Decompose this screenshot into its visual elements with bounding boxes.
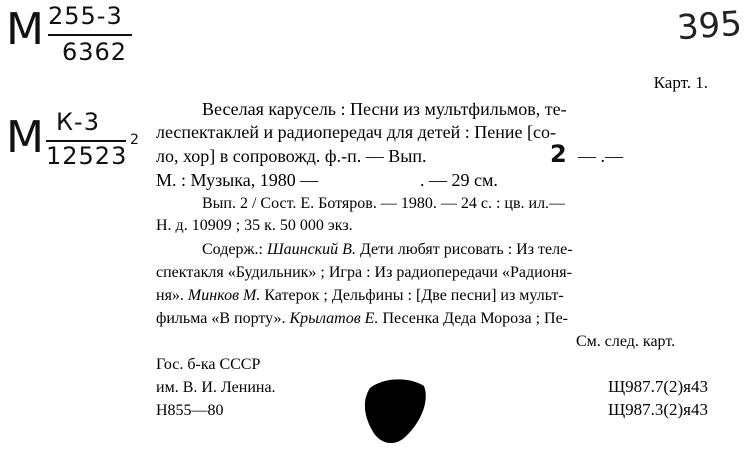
ink-blot	[360, 376, 430, 448]
volume-2-line-1: Вып. 2 / Сост. Е. Ботяров. — 1980. — 24 с. : цв. ил.—	[202, 195, 566, 212]
title-line-3: ло, хор] в сопровожд. ф.-п. — Вып.	[156, 146, 427, 166]
volume-2-line-2: Н. д. 10909 ; 35 к. 50 000 экз.	[156, 217, 353, 234]
library-line-2: им. В. И. Ленина.	[156, 379, 276, 396]
handwritten-m-second: М	[6, 112, 44, 163]
classification-code-1: Щ987.7(2)я43	[607, 377, 708, 396]
handwritten-accession-top: 6362	[62, 38, 128, 66]
card-number: Карт. 1.	[653, 73, 708, 92]
fraction-line-top	[48, 34, 132, 36]
library-line-3: Н855—80	[156, 402, 224, 419]
composer-name: Крылатов Е.	[289, 310, 379, 327]
contents-line-3	[156, 285, 564, 307]
handwritten-call-number-top: 255-3	[48, 2, 123, 30]
contents-line-1	[202, 239, 573, 261]
composer-name: Шаинский В.	[266, 241, 356, 258]
library-line-1: Гос. б-ка СССР	[156, 356, 261, 373]
imprint-line: М. : Музыка, 1980 —	[156, 170, 319, 190]
handwritten-corner-number: 395	[675, 3, 744, 49]
handwritten-call-number-second: К-3	[56, 108, 100, 136]
dimensions: . — 29 см.	[420, 170, 498, 190]
handwritten-superscript: 2	[130, 132, 139, 148]
contents-text: Дети любят рисовать : Из теле-	[355, 241, 573, 258]
contents-label: Содерж.:	[202, 241, 267, 258]
contents-text: ня».	[156, 287, 188, 304]
handwritten-m-top: М	[6, 4, 44, 55]
contents-text: фильма «В порту».	[156, 310, 290, 327]
composer-name: Минков М.	[187, 287, 261, 304]
contents-text: Песенка Деда Мороза ; Пе-	[378, 310, 569, 327]
contents-text: Катерок ; Дельфины : [Две песни] из мульт-	[260, 287, 564, 304]
classification-code-2: Щ987.3(2)я43	[607, 400, 708, 419]
see-next-card: См. след. карт.	[576, 333, 676, 350]
handwritten-volume-number: 2	[550, 140, 567, 168]
title-line-2: леспектаклей и радиопередач для детей : Пение [со-	[156, 122, 557, 142]
title-line-3-end: — .—	[578, 146, 623, 166]
handwritten-accession-second: 12523	[46, 142, 128, 170]
contents-line-4	[156, 308, 568, 330]
title-line-1: Веселая карусель : Песни из мультфильмов, те-	[202, 99, 567, 119]
contents-line-2: спектакля «Будильник» ; Игра : Из радиопередачи «Радионя-	[156, 264, 572, 281]
